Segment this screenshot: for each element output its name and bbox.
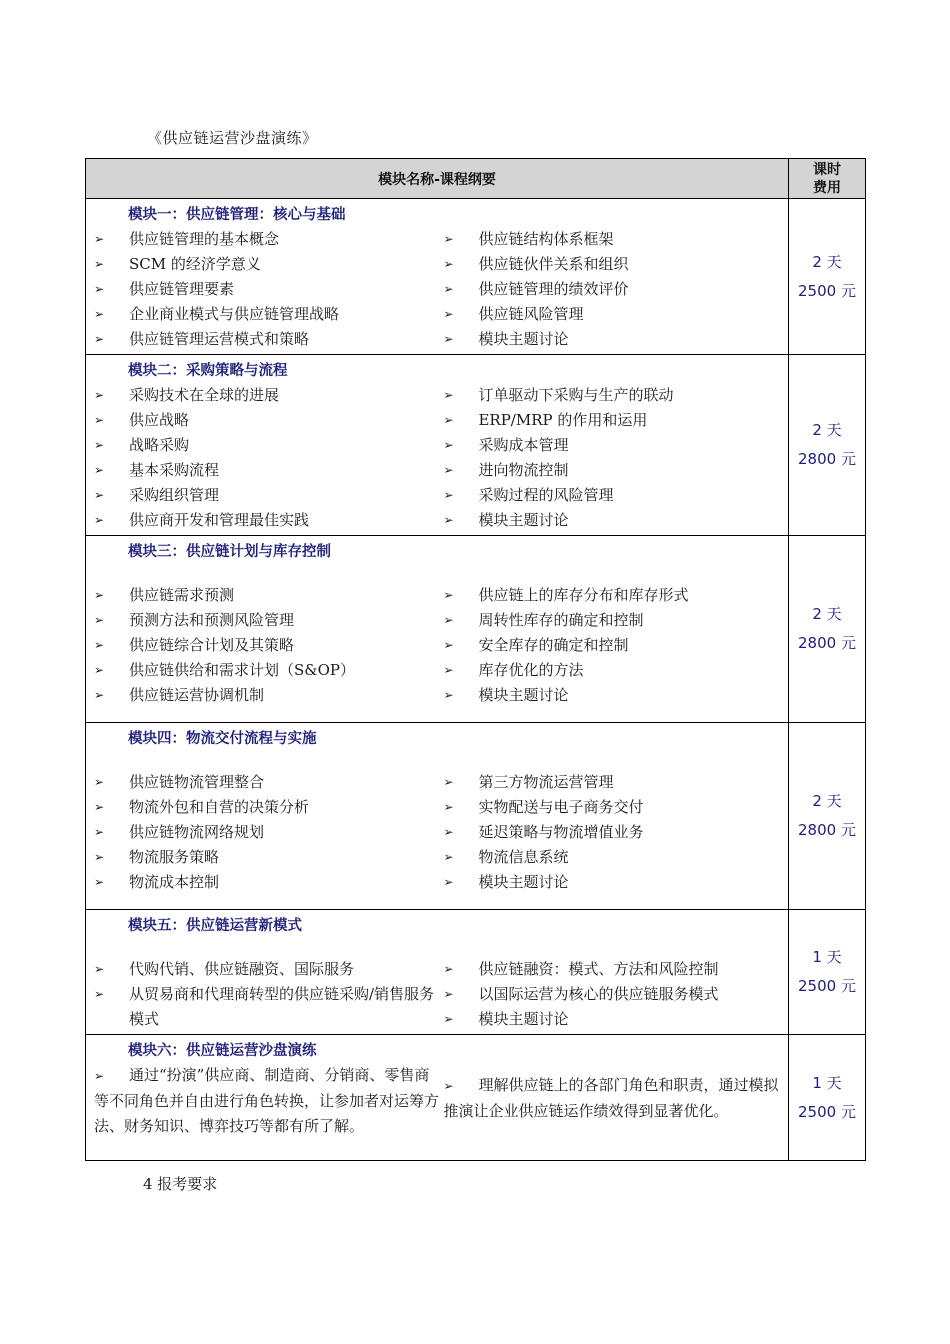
arrow-bullet-icon: ➢ [94,257,105,271]
topic-item [94,982,443,1032]
topic-text: 延迟策略与物流增值业务 [478,823,644,841]
topic-item [94,277,443,302]
topic-text: 模块主题讨论 [478,1010,569,1028]
arrow-bullet-icon: ➢ [443,775,454,789]
topic-text: 采购组织管理 [129,486,220,504]
arrow-bullet-icon: ➢ [443,825,454,839]
topic-text: 供应链物流网络规划 [129,823,265,841]
topic-item [443,658,782,683]
topic-item [443,820,782,845]
topic-item [443,633,782,658]
topic-paragraph [443,1073,782,1124]
arrow-bullet-icon: ➢ [443,638,454,652]
topic-text: 供应链需求预测 [129,586,235,604]
topic-text: 物流服务策略 [129,848,220,866]
paragraph-text: 理解供应链上的各部门角色和职责，通过模拟推演让企业供应链运作绩效得到显著优化。 [443,1076,779,1120]
topic-item [94,957,443,982]
document-title: 《供应链运营沙盘演练》 [147,129,318,147]
topic-text: 代购代销、供应链融资、国际服务 [129,960,355,978]
module-title: 模块一：供应链管理：核心与基础 [128,207,346,223]
topic-item [94,633,443,658]
topic-columns [94,227,782,352]
duration-days: 2 天 [812,605,842,623]
topic-item [443,770,782,795]
topic-item [94,583,443,608]
arrow-bullet-icon: ➢ [443,962,454,976]
right-topic-column [443,1063,782,1139]
duration-fee-cell [789,536,866,723]
arrow-bullet-icon: ➢ [94,850,105,864]
topic-text: 采购技术在全球的进展 [129,386,280,404]
arrow-bullet-icon: ➢ [443,257,454,271]
topic-text: 物流信息系统 [478,848,569,866]
arrow-bullet-icon: ➢ [94,638,105,652]
arrow-bullet-icon: ➢ [94,438,105,452]
arrow-bullet-icon: ➢ [443,488,454,502]
topic-text: 模块主题讨论 [478,686,569,704]
topic-text: 模块主题讨论 [478,873,569,891]
arrow-bullet-icon: ➢ [443,613,454,627]
arrow-bullet-icon: ➢ [94,588,105,602]
arrow-bullet-icon: ➢ [94,825,105,839]
arrow-bullet-icon: ➢ [443,1012,454,1026]
arrow-bullet-icon: ➢ [443,232,454,246]
arrow-bullet-icon: ➢ [443,282,454,296]
topic-text: 物流成本控制 [129,873,220,891]
topic-item [443,982,782,1007]
left-topic-column [94,1063,443,1139]
duration-fee-cell [789,199,866,355]
topic-text: 预测方法和预测风险管理 [129,611,295,629]
topic-text: 采购成本管理 [478,436,569,454]
module-content-cell [86,1035,789,1161]
topic-item [94,770,443,795]
module-row [86,910,866,1035]
duration-days: 2 天 [812,792,842,810]
topic-item [94,820,443,845]
duration-fee-cell [789,723,866,910]
arrow-bullet-icon: ➢ [443,588,454,602]
duration-fee-cell [789,355,866,536]
duration-days: 1 天 [812,948,842,966]
arrow-bullet-icon: ➢ [443,875,454,889]
module-title: 模块四：物流交付流程与实施 [128,731,317,747]
topic-text: 实物配送与电子商务交付 [478,798,644,816]
module-title: 模块五：供应链运营新模式 [128,918,302,934]
topic-item [443,795,782,820]
topic-text: 供应链伙伴关系和组织 [478,255,629,273]
module-row [86,536,866,723]
arrow-bullet-icon: ➢ [443,463,454,477]
arrow-bullet-icon: ➢ [443,663,454,677]
topic-item [443,483,782,508]
topic-item [443,608,782,633]
topic-columns [94,583,782,708]
left-topic-column [94,583,443,708]
topic-item [443,683,782,708]
topic-item [443,845,782,870]
header-duration: 课时 [813,161,841,178]
topic-item [94,870,443,895]
arrow-bullet-icon: ➢ [443,307,454,321]
header-module-outline: 模块名称-课程纲要 [86,159,789,199]
fee-amount: 2500 元 [798,1102,856,1121]
topic-item [94,658,443,683]
arrow-bullet-icon: ➢ [443,987,454,1001]
topic-text: 战略采购 [129,436,190,454]
topic-columns [94,770,782,895]
topic-item [443,277,782,302]
arrow-bullet-icon: ➢ [443,513,454,527]
arrow-bullet-icon: ➢ [94,800,105,814]
header-fee: 费用 [813,179,841,196]
topic-item [443,302,782,327]
topic-text: 供应链结构体系框架 [478,230,614,248]
fee-amount: 2800 元 [798,634,856,652]
topic-item [94,845,443,870]
arrow-bullet-icon: ➢ [443,688,454,702]
arrow-bullet-icon: ➢ [94,613,105,627]
topic-text: 模块主题讨论 [478,330,569,348]
arrow-bullet-icon: ➢ [94,307,105,321]
module-content-cell [86,355,789,536]
left-topic-column [94,957,443,1032]
module-content-cell [86,723,789,910]
spacer [94,938,782,957]
module-title: 模块六：供应链运营沙盘演练 [128,1043,317,1059]
topic-text: 以国际运营为核心的供应链服务模式 [478,985,719,1003]
topic-item [443,957,782,982]
paragraph-text: 通过“扮演”供应商、制造商、分销商、零售商等不同角色并自由进行角色转换，让参加者对运筹方法、财务知识、博弈技巧等都有所了解。 [94,1066,440,1135]
module-content-cell [86,199,789,355]
topic-text: 模块主题讨论 [478,511,569,529]
arrow-bullet-icon: ➢ [443,850,454,864]
course-outline-table [85,158,866,1161]
topic-text: ERP/MRP 的作用和运用 [478,411,648,429]
topic-item [94,302,443,327]
arrow-bullet-icon: ➢ [94,962,105,976]
module-title: 模块二：采购策略与流程 [128,363,288,379]
module-content-cell [86,910,789,1035]
topic-text: 库存优化的方法 [478,661,584,679]
topic-columns [94,1063,782,1139]
module-row [86,199,866,355]
topic-text: 第三方物流运营管理 [478,773,614,791]
topic-text: 基本采购流程 [129,461,220,479]
arrow-bullet-icon: ➢ [443,1079,454,1093]
topic-text: 供应链运营协调机制 [129,686,265,704]
topic-text: 供应链管理的绩效评价 [478,280,629,298]
arrow-bullet-icon: ➢ [94,775,105,789]
topic-item [94,508,443,533]
arrow-bullet-icon: ➢ [94,875,105,889]
topic-paragraph [94,1063,443,1139]
topic-item [94,483,443,508]
topic-text: 供应链管理的基本概念 [129,230,280,248]
topic-item [443,252,782,277]
topic-text: 安全库存的确定和控制 [478,636,629,654]
topic-text: 供应链融资：模式、方法和风险控制 [478,960,719,978]
topic-text: 订单驱动下采购与生产的联动 [478,386,674,404]
duration-days: 1 天 [812,1073,842,1092]
arrow-bullet-icon: ➢ [94,463,105,477]
arrow-bullet-icon: ➢ [443,413,454,427]
right-topic-column [443,583,782,708]
topic-text: 物流外包和自营的决策分析 [129,798,310,816]
spacer [94,564,782,583]
topic-text: 周转性库存的确定和控制 [478,611,644,629]
module-row [86,355,866,536]
right-topic-column [443,957,782,1032]
module-row [86,723,866,910]
right-topic-column [443,227,782,352]
topic-text: 供应商开发和管理最佳实践 [129,511,310,529]
topic-item [94,227,443,252]
module-content-cell [86,536,789,723]
topic-item [94,608,443,633]
topic-item [443,583,782,608]
arrow-bullet-icon: ➢ [94,688,105,702]
topic-text: 供应链物流管理整合 [129,773,265,791]
topic-text: 供应链上的库存分布和库存形式 [478,586,689,604]
topic-text: 供应链风险管理 [478,305,584,323]
arrow-bullet-icon: ➢ [94,413,105,427]
topic-item [94,252,443,277]
arrow-bullet-icon: ➢ [94,388,105,402]
topic-text: 供应链综合计划及其策略 [129,636,295,654]
right-topic-column [443,383,782,533]
topic-text: 企业商业模式与供应链管理战略 [129,305,340,323]
topic-item [443,508,782,533]
left-topic-column [94,227,443,352]
spacer [94,751,782,770]
fee-amount: 2800 元 [798,450,856,468]
topic-item [94,795,443,820]
left-topic-column [94,770,443,895]
topic-item [94,408,443,433]
topic-item [443,383,782,408]
arrow-bullet-icon: ➢ [94,332,105,346]
arrow-bullet-icon: ➢ [94,663,105,677]
arrow-bullet-icon: ➢ [94,488,105,502]
fee-amount: 2500 元 [798,977,856,995]
topic-text: 采购过程的风险管理 [478,486,614,504]
module-title: 模块三：供应链计划与库存控制 [128,544,331,560]
arrow-bullet-icon: ➢ [94,232,105,246]
topic-item [443,327,782,352]
topic-item [443,870,782,895]
arrow-bullet-icon: ➢ [443,800,454,814]
topic-item [94,683,443,708]
duration-days: 2 天 [812,421,842,439]
topic-item [94,433,443,458]
topic-text: 供应链供给和需求计划（S&OP） [129,661,356,679]
topic-item [94,383,443,408]
arrow-bullet-icon: ➢ [443,388,454,402]
topic-item [443,408,782,433]
arrow-bullet-icon: ➢ [94,282,105,296]
topic-item [443,1007,782,1032]
fee-amount: 2800 元 [798,821,856,839]
left-topic-column [94,383,443,533]
topic-columns [94,957,782,1032]
topic-item [443,433,782,458]
arrow-bullet-icon: ➢ [443,332,454,346]
topic-item [94,327,443,352]
topic-text: 进向物流控制 [478,461,569,479]
duration-fee-cell [789,1035,866,1161]
table-header-row [86,159,866,199]
duration-days: 2 天 [812,252,842,271]
duration-fee-cell [789,910,866,1035]
fee-amount: 2500 元 [798,281,856,300]
module-row [86,1035,866,1161]
section-heading: 4 报考要求 [143,1175,218,1193]
arrow-bullet-icon: ➢ [443,438,454,452]
topic-item [94,458,443,483]
topic-item [443,227,782,252]
right-topic-column [443,770,782,895]
arrow-bullet-icon: ➢ [94,1069,105,1083]
topic-text: 供应链管理要素 [129,280,235,298]
topic-columns [94,383,782,533]
topic-item [443,458,782,483]
arrow-bullet-icon: ➢ [94,987,105,1001]
topic-text: 供应战略 [129,411,190,429]
topic-text: SCM 的经济学意义 [129,255,261,273]
header-duration-fee [789,159,866,199]
arrow-bullet-icon: ➢ [94,513,105,527]
topic-text: 从贸易商和代理商转型的供应链采购/销售服务模式 [129,985,435,1028]
topic-text: 供应链管理运营模式和策略 [129,330,310,348]
